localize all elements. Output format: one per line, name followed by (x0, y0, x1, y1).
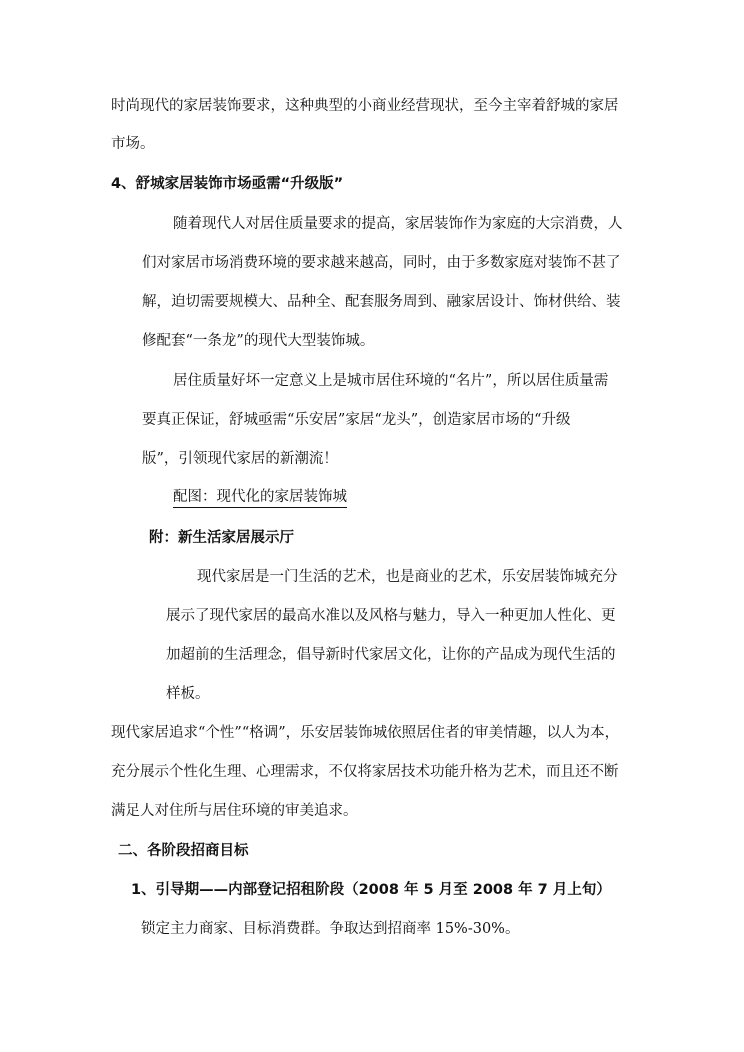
summary-line-1: 现代家居追求“个性”“格调”，乐安居装饰城依照居住者的审美情趣，以人为本， (111, 725, 620, 741)
intro-line-2: 市场。 (111, 136, 155, 152)
summary-line-3: 满足人对住所与居住环境的审美追求。 (111, 803, 358, 819)
intro-line-1: 时尚现代的家居装饰要求，这种典型的小商业经营现状，至今主宰着舒城的家居 (111, 98, 619, 114)
appendix-para-line-2: 展示了现代家居的最高水准以及风格与魅力，导入一种更加人性化、更 (166, 608, 616, 624)
section-4-heading: 4、舒城家居装饰市场亟需“升级版” (111, 176, 344, 192)
section-4-para-1-line-4: 修配套“一条龙”的现代大型装饰城。 (142, 333, 375, 349)
section-4-para-1-line-3: 解，迫切需要规模大、品种全、配套服务周到、融家居设计、饰材供给、装 (142, 294, 621, 310)
appendix-para-line-1: 现代家居是一门生活的艺术，也是商业的艺术，乐安居装饰城充分 (197, 569, 618, 585)
appendix-para-line-4: 样板。 (166, 686, 210, 702)
section-4-para-2-line-3: 版”，引领现代家居的新潮流！ (142, 451, 338, 467)
appendix-heading: 附：新生活家居展示厅 (149, 530, 294, 546)
figure-caption-text: 配图：现代化的家居装饰城 (173, 489, 347, 508)
figure-caption (173, 487, 347, 507)
section-4-para-2-line-2: 要真正保证，舒城亟需“乐安居”家居“龙头”，创造家居市场的“升级 (142, 412, 571, 428)
summary-line-2: 充分展示个性化生理、心理需求，不仅将家居技术功能升格为艺术，而且还不断 (111, 764, 619, 780)
phase-1-heading: 1、引导期——内部登记招租阶段（2008 年 5 月至 2008 年 7 月上旬） (131, 882, 611, 898)
section-4-para-2-line-1: 居住质量好坏一定意义上是城市居住环境的“名片”，所以居住质量需 (173, 373, 609, 389)
appendix-para-line-3: 加超前的生活理念，倡导新时代家居文化，让你的产品成为现代生活的 (166, 647, 616, 663)
section-4-para-1-line-1: 随着现代人对居住质量要求的提高，家居装饰作为家庭的大宗消费，人 (173, 216, 623, 232)
section-2-heading: 二、各阶段招商目标 (118, 843, 249, 859)
phase-1-text: 锁定主力商家、目标消费群。争取达到招商率 15%-30%。 (141, 921, 520, 937)
section-4-para-1-line-2: 们对家居市场消费环境的要求越来越高，同时，由于多数家庭对装饰不甚了 (142, 255, 621, 271)
